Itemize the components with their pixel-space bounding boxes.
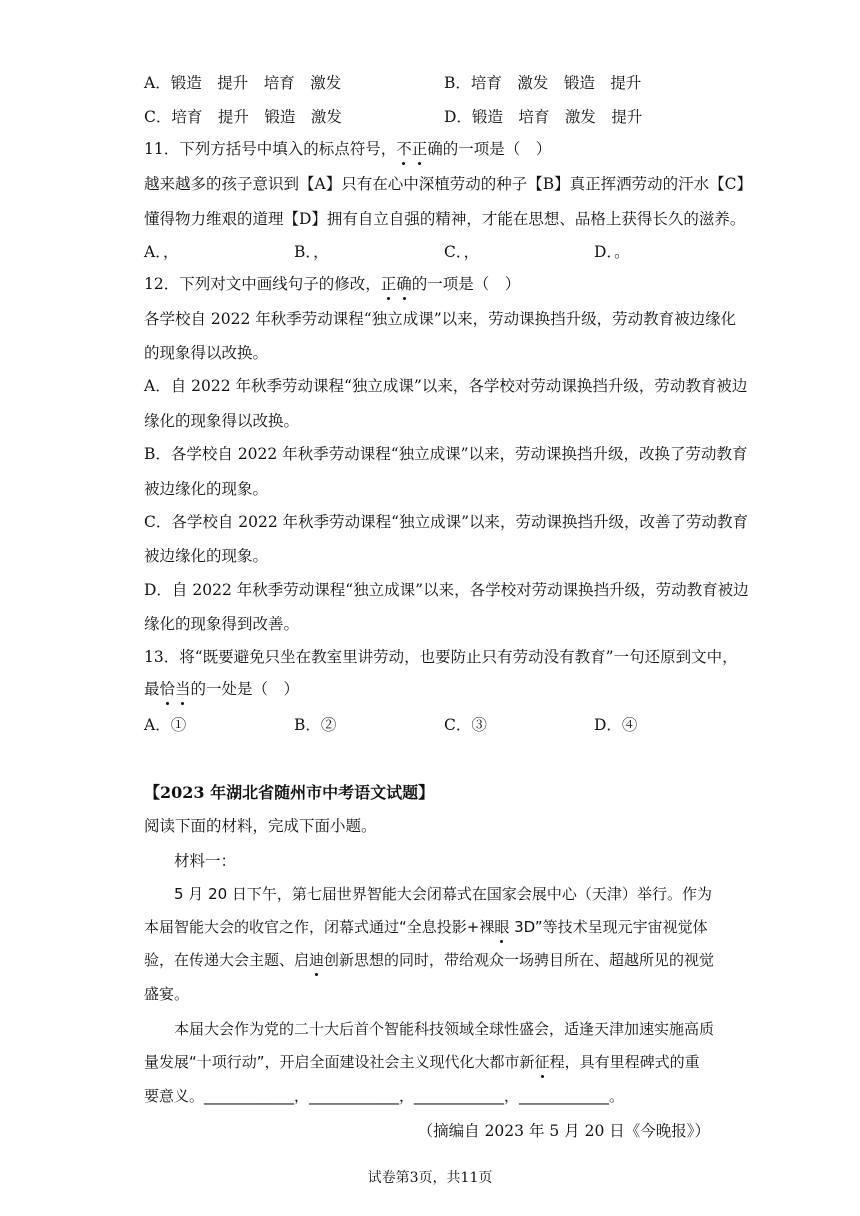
material-paragraph-1-line-1: 5 月 20 日下午，第七届世界智能大会闭幕式在国家会展中心（天津）举行。作为 [174, 885, 712, 903]
q11-option-a: A．， [144, 243, 179, 261]
material-paragraph-2-line-1: 本届大会作为党的二十大后首个智能科技领域全球性盛会，适逢天津加速实施高质 [174, 1020, 715, 1038]
q12-option-c-line-1: C．各学校自 2022 年秋季劳动课程“独立成课”以来，劳动课换挡升级，改善了劳动教育 [144, 513, 749, 531]
q11-text-line-1: 越来越多的孩子意识到【A】只有在心中深植劳动的种子【B】真正挥洒劳动的汗水【C】 [144, 175, 752, 193]
material-paragraph-1-line-3: 验，在传递大会主题、启迪创新思想的同时，带给观众一场骋目所在、超越所见的视觉 [144, 951, 715, 969]
q12-stem: 12．下列对文中画线句子的修改，正确的一项是（ ） [144, 275, 521, 293]
page-footer: 试卷第3页，共11页 [367, 1170, 493, 1186]
q10-option-d: D．锻造 培育 激发 提升 [444, 108, 643, 126]
q12-option-d-line-1: D．自 2022 年秋季劳动课程“独立成课”以来，各学校对劳动课换挡升级，劳动教育被边 [144, 581, 749, 599]
material-paragraph-1-line-4: 盛宴。 [144, 985, 190, 1003]
q12-text-line-2: 的现象得以改换。 [144, 344, 269, 362]
q10-option-b: B．培育 激发 锻造 提升 [444, 74, 642, 92]
section-instruction: 阅读下面的材料，完成下面小题。 [144, 817, 377, 835]
section-header: 【2023 年湖北省随州市中考语文试题】 [144, 783, 435, 802]
q12-option-b-line-2: 被边缘化的现象。 [144, 480, 269, 498]
material-paragraph-2-line-3: 要意义。____________，____________，____________，____________。 [144, 1087, 625, 1105]
q13-stem-line-1: 13．将“既要避免只坐在教室里讲劳动，也要防止只有劳动没有教育”一句还原到文中， [144, 648, 738, 666]
q12-option-a-line-1: A．自 2022 年秋季劳动课程“独立成课”以来，各学校对劳动课换挡升级，劳动教育被边 [144, 377, 748, 395]
q12-text-line-1: 各学校自 2022 年秋季劳动课程“独立成课”以来，劳动课换挡升级，劳动教育被边缘化 [144, 310, 737, 328]
q12-option-c-line-2: 被边缘化的现象。 [144, 547, 269, 565]
q12-option-b-line-1: B．各学校自 2022 年秋季劳动课程“独立成课”以来，劳动课换挡升级，改换了劳动教育 [144, 445, 748, 463]
q13-option-d: D．④ [594, 716, 638, 734]
q13-option-b: B．② [294, 716, 337, 734]
q10-option-c: C．培育 提升 锻造 激发 [144, 108, 342, 126]
q11-option-b: B．， [294, 243, 329, 261]
q12-option-a-line-2: 缘化的现象得以改换。 [144, 412, 300, 430]
q11-stem: 11．下列方括号中填入的标点符号，不正确的一项是（ ） [144, 140, 552, 158]
q12-option-d-line-2: 缘化的现象得到改善。 [144, 615, 300, 633]
source-citation: （摘编自 2023 年 5 月 20 日《今晚报》） [417, 1122, 710, 1140]
q11-option-d: D．。 [594, 243, 630, 261]
q13-option-a: A．① [144, 716, 187, 734]
q11-text-line-2: 懂得物力维艰的道理【D】拥有自立自强的精神，才能在思想、品格上获得长久的滋养。 [144, 210, 746, 228]
q13-option-c: C．③ [444, 716, 487, 734]
material-paragraph-2-line-2: 量发展“十项行动”，开启全面建设社会主义现代化大都市新征程，具有里程碑式的重 [144, 1053, 700, 1071]
q11-option-c: C．， [444, 243, 480, 261]
material-paragraph-1-line-2: 本届智能大会的收官之作，闭幕式通过“全息投影+裸眼 3D”等技术呈现元宇宙视觉体 [144, 918, 708, 936]
q10-option-a: A．锻造 提升 培育 激发 [144, 74, 342, 92]
material-label: 材料一： [174, 852, 237, 870]
q13-stem-line-2: 最恰当的一处是（ ） [144, 680, 300, 698]
